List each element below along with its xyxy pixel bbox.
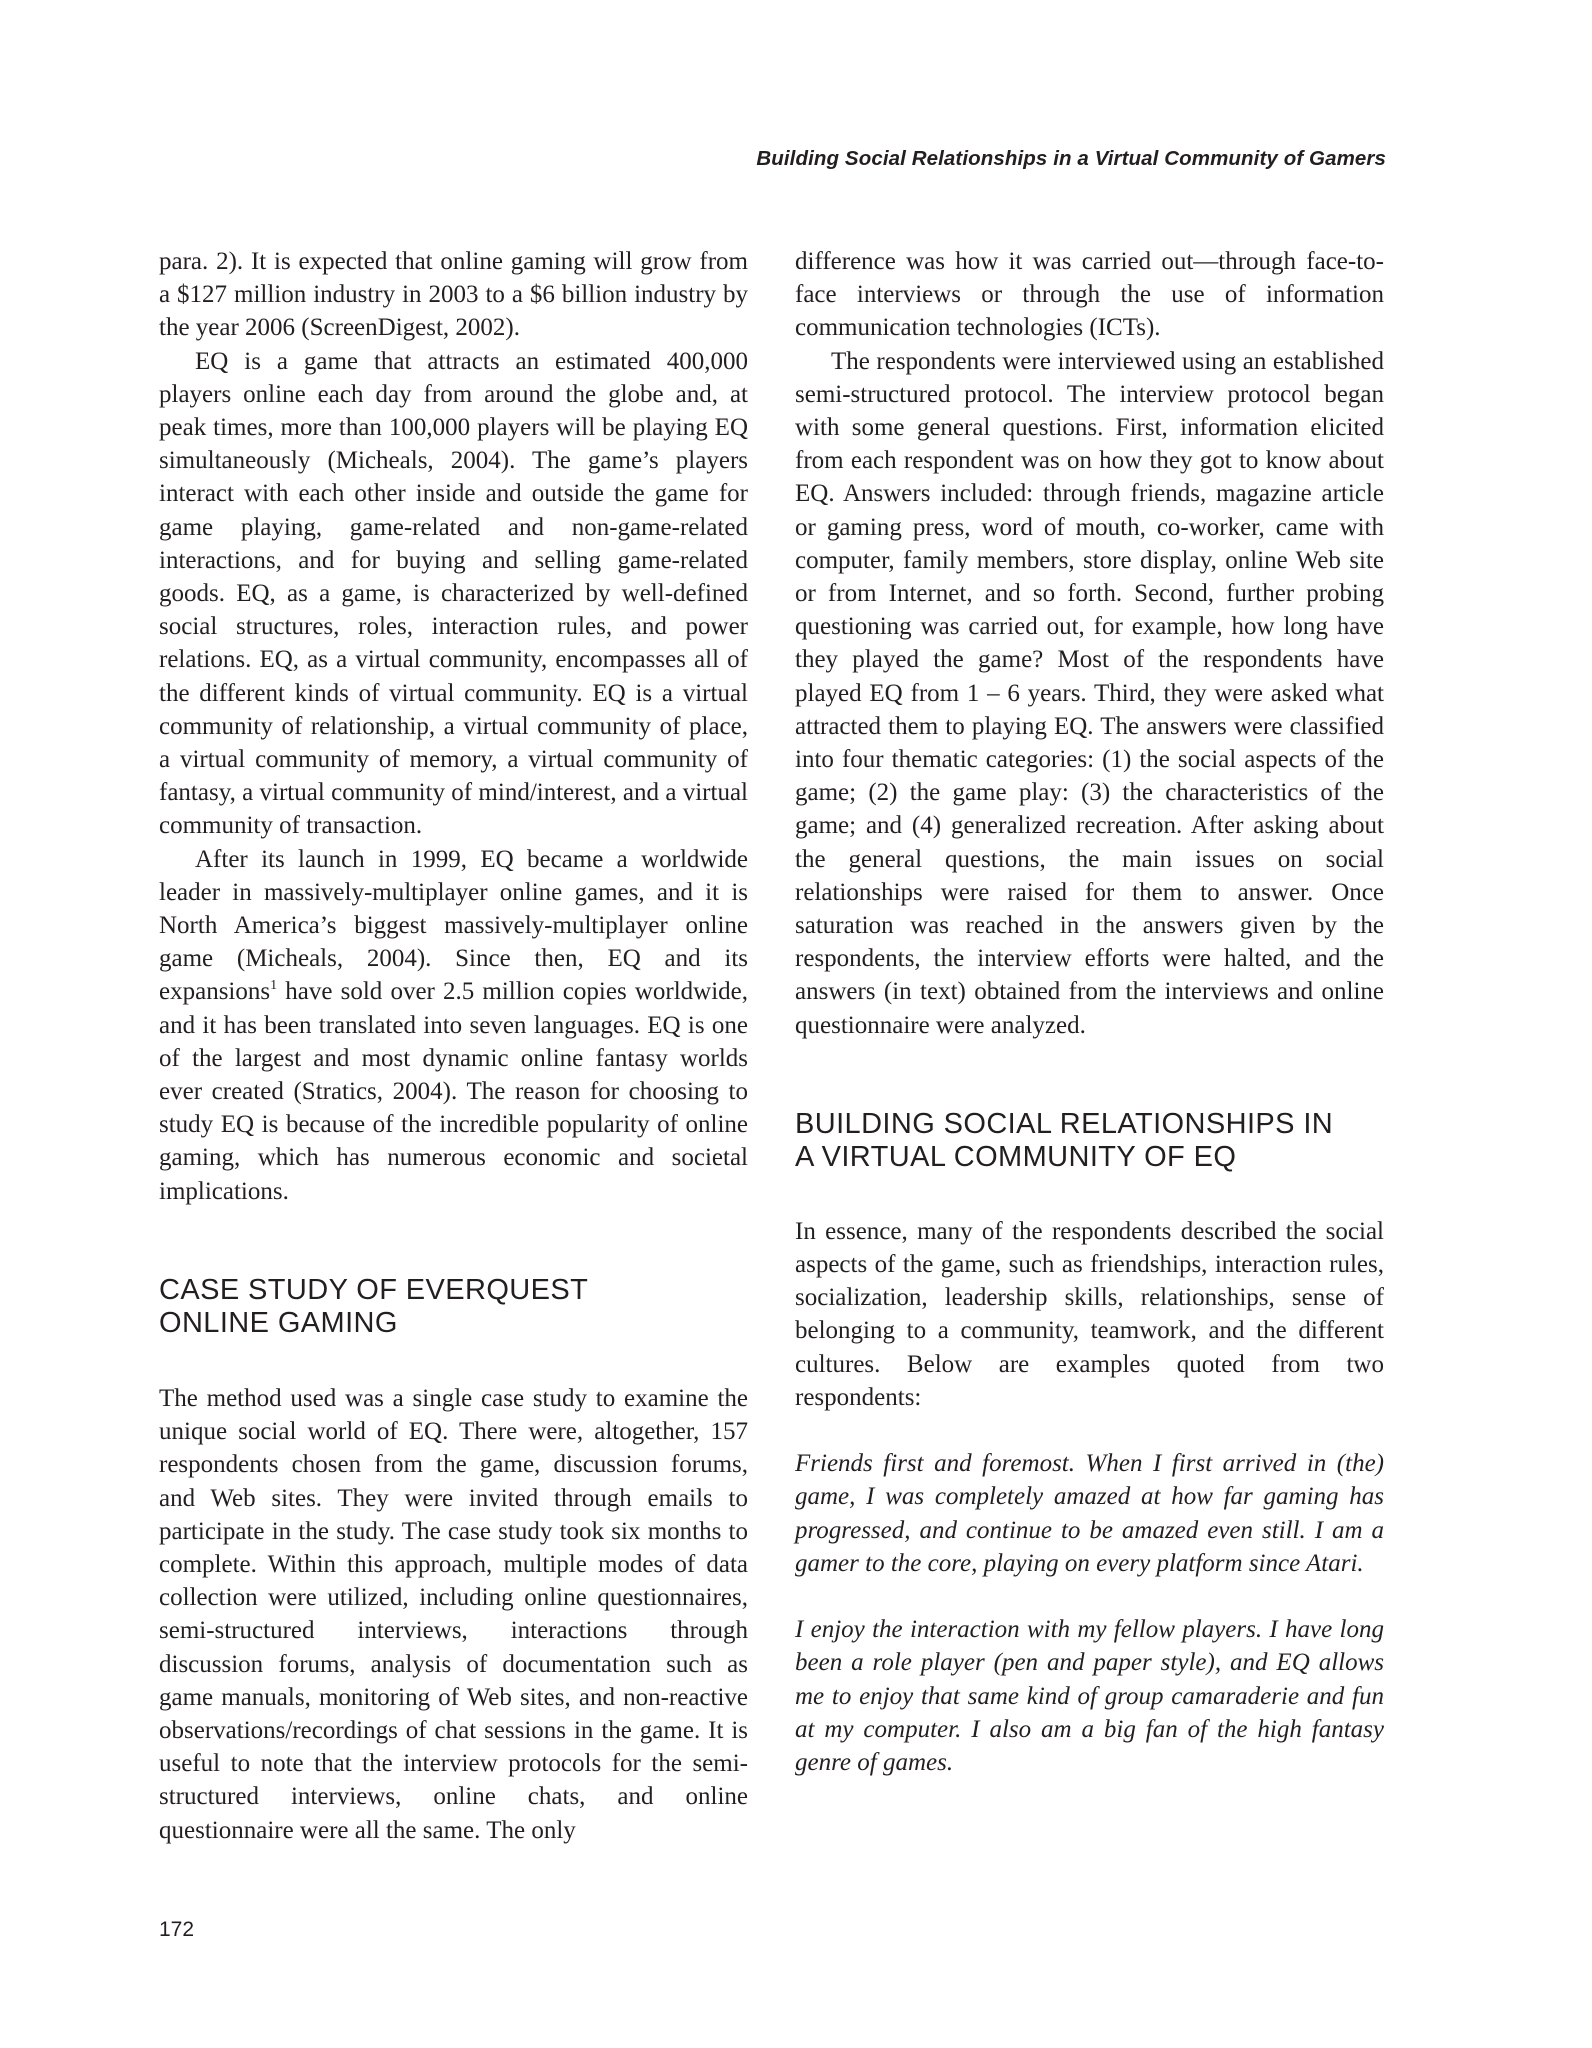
paragraph: The method used was a single case study to examine the unique social world of EQ. There were, altogether, 157 respondents chosen from the game, discussion forums, and Web sites. They were invited through emails to participate in the study. The case study took six months to complete. Within this approach, multiple modes of data collection were utilized, including online questionnaires, semi-structured interviews, interactions through discussion forums, analysis of documentation such as game manuals, monitoring of Web sites, and non-reactive observations/recordings of chat sessions in the game. It is useful to note that the interview protocols for the semi-structured interviews, online chats, and online questionnaire were all the same. The only [159, 1384, 748, 1844]
right-column [795, 245, 1384, 1779]
heading-line: A VIRTUAL COMMUNITY OF EQ [795, 1140, 1237, 1173]
block-quote: Friends first and foremost. When I first arrived in (the) game, I was completely amazed at how far gaming has progressed, and continue to be amazed even still. I am a gamer to the core, playing on every platform since Atari. [795, 1450, 1384, 1577]
paragraph: In essence, many of the respondents described the social aspects of the game, such as friendships, interaction rules, socialization, leadership skills, relationships, sense of belonging to a community, teamwork, and the different cultures. Below are examples quoted from two respondents: [795, 1217, 1384, 1411]
left-column [159, 245, 748, 1847]
paragraph: The respondents were interviewed using an established semi-structured protocol. The interview protocol began with some general questions. First, information elicited from each respondent was on how they got to know about EQ. Answers included: through friends, magazine article or gaming press, word of mouth, co-worker, came with computer, family members, store display, online Web site or from Internet, and so forth. Second, further probing questioning was carried out, for example, how long have they played the game? Most of the respondents have played EQ from 1 – 6 years. Third, they were asked what attracted them to playing EQ. The answers were classified into four thematic categories: (1) the social aspects of the game; (2) the game play: (3) the characteristics of the game; and (4) generalized recreation. After asking about the general questions, the main issues on social relationships were raised for them to answer. Once saturation was reached in the answers given by the respondents, the interview efforts were halted, and the answers (in text) obtained from the interviews and online questionnaire were analyzed. [795, 347, 1384, 1039]
spacer [795, 1580, 1384, 1613]
running-head: Building Social Relationships in a Virtual Community of Gamers [756, 147, 1386, 170]
heading-line: CASE STUDY OF EVERQUEST [159, 1273, 589, 1306]
heading-line: ONLINE GAMING [159, 1306, 398, 1339]
paragraph: para. 2). It is expected that online gaming will grow from a $127 million industry in 2003 to a $6 billion industry by the year 2006 (ScreenDigest, 2002). [159, 248, 748, 342]
section-heading [159, 1274, 748, 1340]
paragraph: EQ is a game that attracts an estimated 400,000 players online each day from around the globe and, at peak times, more than 100,000 players will be playing EQ simultaneously (Micheals, 2004). The game’s players interact with each other inside and outside the game for game playing, game-related and non-game-related interactions, and for buying and selling game-related goods. EQ, as a game, is characterized by well-defined social structures, roles, interaction rules, and power relations. EQ, as a virtual community, encompasses all of the different kinds of virtual community. EQ is a virtual community of relationship, a virtual community of place, a virtual community of memory, a virtual community of fantasy, a virtual community of mind/interest, and a virtual community of transaction. [159, 347, 748, 840]
section-heading [795, 1108, 1384, 1174]
paragraph [159, 843, 748, 1208]
block-quote: I enjoy the interaction with my fellow players. I have long been a role player (pen and paper style), and EQ allows me to enjoy that same kind of group camaraderie and fun at my computer. I also am a big fan of the high fantasy genre of games. [795, 1616, 1384, 1777]
heading-line: BUILDING SOCIAL RELATIONSHIPS IN [795, 1107, 1334, 1140]
footnote-marker: 1 [270, 978, 278, 994]
paragraph-text: have sold over 2.5 million copies worldwide, and it has been translated into seven languages. EQ is one of the largest and most dynamic online fantasy worlds ever created (Stratics, 2004). The reason for choosing to study EQ is because of the incredible popularity of online gaming, which has numerous economic and societal implications. [159, 978, 748, 1205]
spacer [795, 1414, 1384, 1447]
paragraph-text: After its launch in 1999, EQ became a worldwide leader in massively-multiplayer online games, and it is North America’s biggest massively-multiplayer online game (Micheals, 2004). Since then, EQ and its expansions [159, 845, 748, 1006]
page-number: 172 [159, 1918, 195, 1941]
paragraph: difference was how it was carried out—through face-to-face interviews or through the use of information communication technologies (ICTs). [795, 248, 1384, 342]
